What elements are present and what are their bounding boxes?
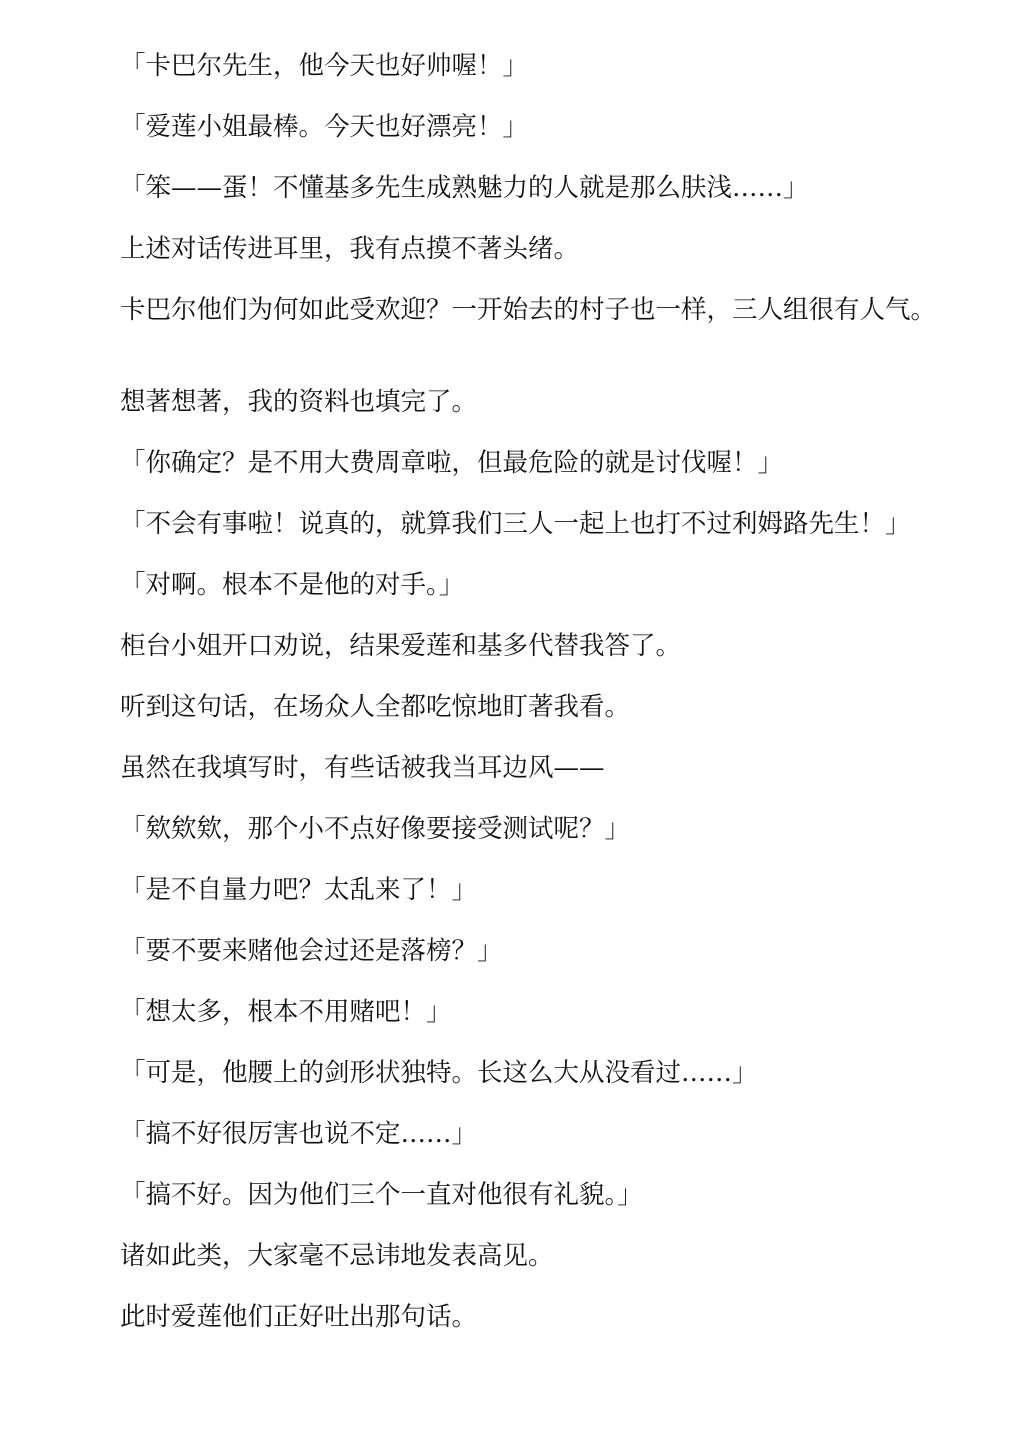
paragraph: 诸如此类，大家毫不忌讳地发表高见。 — [120, 1241, 554, 1271]
paragraph: 听到这句话，在场众人全都吃惊地盯著我看。 — [120, 692, 631, 722]
paragraph: 「卡巴尔先生，他今天也好帅喔！」 — [120, 51, 529, 81]
paragraph: 虽然在我填写时，有些话被我当耳边风—— — [120, 753, 605, 783]
paragraph: 「可是，他腰上的剑形状独特。长这么大从没看过……」 — [120, 1058, 758, 1088]
paragraph: 卡巴尔他们为何如此受欢迎？一开始去的村子也一样，三人组很有人气。 — [120, 295, 937, 325]
paragraph: 「你确定？是不用大费周章啦，但最危险的就是讨伐喔！」 — [120, 448, 784, 478]
paragraph: 「想太多，根本不用赌吧！」 — [120, 997, 452, 1027]
paragraph: 「不会有事啦！说真的，就算我们三人一起上也打不过利姆路先生！」 — [120, 509, 911, 539]
paragraph: 「要不要来赌他会过还是落榜？」 — [120, 936, 503, 966]
paragraph: 上述对话传进耳里，我有点摸不著头绪。 — [120, 234, 580, 264]
paragraph: 「欸欸欸，那个小不点好像要接受测试呢？」 — [120, 814, 631, 844]
paragraph: 「笨——蛋！不懂基多先生成熟魅力的人就是那么肤浅……」 — [120, 173, 809, 203]
paragraph: 「搞不好很厉害也说不定……」 — [120, 1119, 478, 1149]
paragraph: 「对啊。根本不是他的对手。」 — [120, 570, 465, 600]
paragraph: 「是不自量力吧？太乱来了！」 — [120, 875, 478, 905]
paragraph: 「搞不好。因为他们三个一直对他很有礼貌。」 — [120, 1180, 643, 1210]
paragraph: 想著想著，我的资料也填完了。 — [120, 387, 478, 417]
paragraph: 柜台小姐开口劝说，结果爱莲和基多代替我答了。 — [120, 631, 682, 661]
paragraph: 「爱莲小姐最棒。今天也好漂亮！」 — [120, 112, 529, 142]
paragraph: 此时爱莲他们正好吐出那句话。 — [120, 1302, 478, 1332]
